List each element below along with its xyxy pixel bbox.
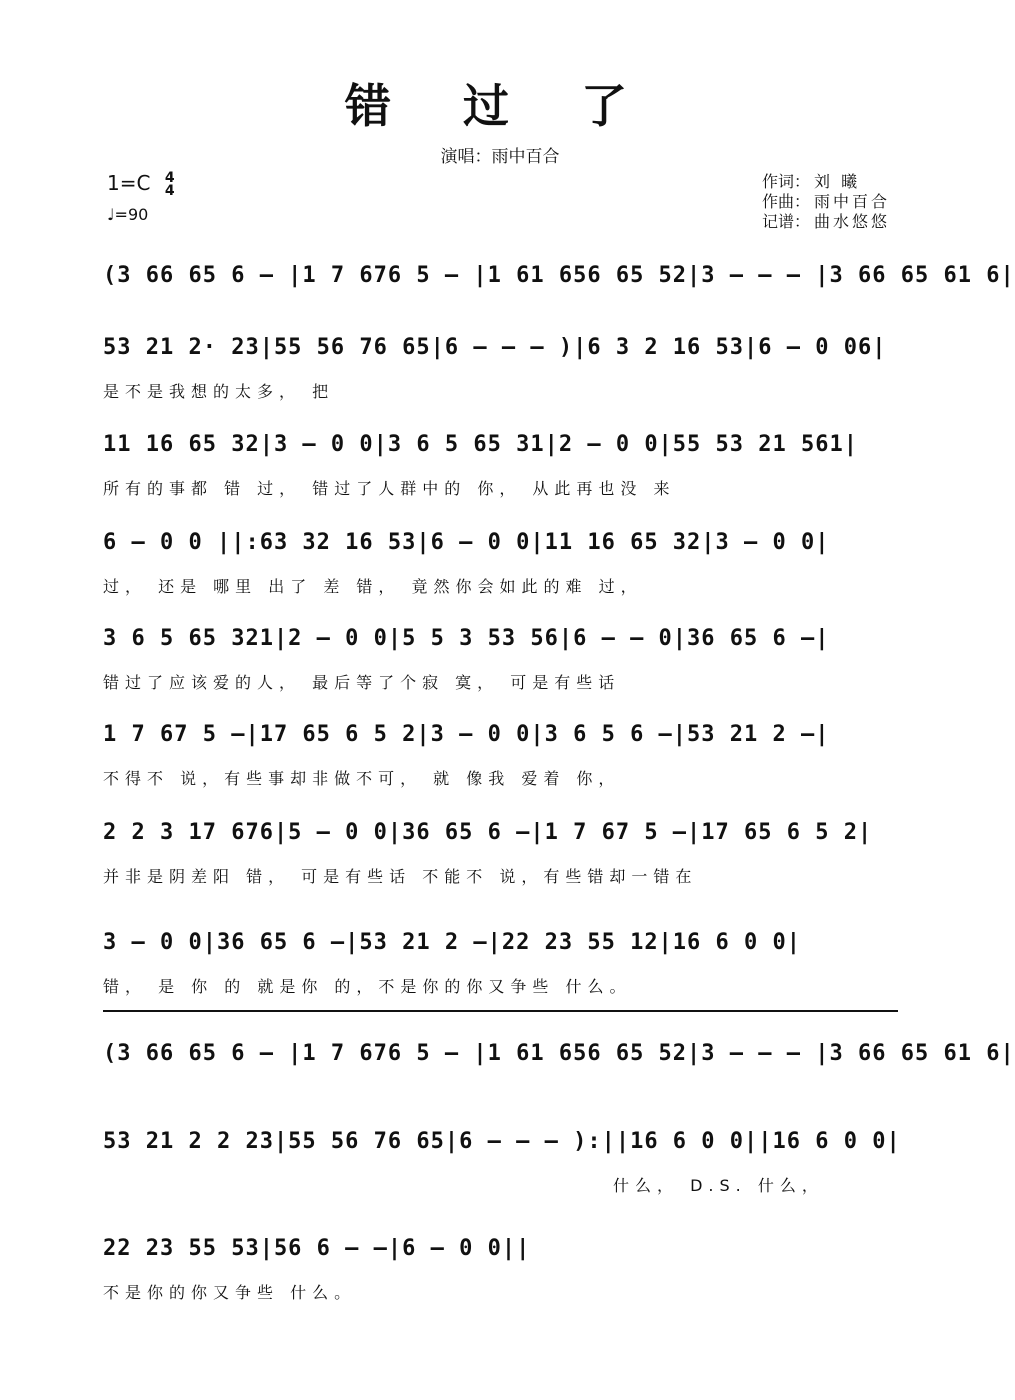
credit-composer: 作曲： 雨中百合 [762, 192, 891, 211]
lyrics-row: 过， 还是 哪里 出了 差 错， 竟然你会如此的难 过， [103, 577, 643, 596]
score-line-9 [103, 1041, 1015, 1133]
notation-row: 11 16 65 32|3 – 0 0|3 6 5 65 31|2 – 0 0|55 53 21 561| [103, 432, 858, 457]
score-line-3 [103, 432, 903, 524]
lyrics-row: 错过了应该爱的人， 最后等了个寂 寞， 可是有些话 [103, 673, 621, 692]
notation-row: 1 7 67 5 –|17 65 6 5 2|3 – 0 0|3 6 5 6 –|53 21 2 –| [103, 722, 830, 747]
notation-row: 3 – 0 0|36 65 6 –|53 21 2 –|22 23 55 12|16 6 0 0| [103, 930, 802, 955]
lyrics-row: 并非是阴差阳 错， 可是有些话 不能不 说，有些错却一错在 [103, 867, 698, 886]
time-sig-top: 4 [164, 169, 175, 186]
singer-credit: 演唱：雨中百合 [440, 147, 560, 167]
score-line-2 [103, 335, 903, 427]
lyrics-row: 所有的事都 错 过， 错过了人群中的 你， 从此再也没 来 [103, 479, 676, 498]
notation-row: 3 6 5 65 321|2 – 0 0|5 5 3 53 56|6 – – 0|36 65 6 –| [103, 626, 830, 651]
time-sig-bottom: 4 [164, 182, 175, 199]
score-line-4 [103, 530, 903, 622]
notation-row: 22 23 55 53|56 6 – –|6 – 0 0|| [103, 1236, 531, 1261]
credit-transcriber: 记谱： 曲水悠悠 [762, 212, 891, 231]
section-divider [103, 1010, 898, 1012]
notation-row: (3 66 65 6 – |1 7 676 5 – |1 61 656 65 52|3 – – – |3 66 65 61 6| [103, 263, 1015, 288]
score-line-11 [103, 1236, 903, 1328]
tempo-marking: ♩=90 [107, 205, 149, 224]
notation-row: (3 66 65 6 – |1 7 676 5 – |1 61 656 65 52|3 – – – |3 66 65 61 6| [103, 1041, 1015, 1066]
lyrics-row: 是不是我想的太多， 把 [103, 382, 335, 401]
time-signature [164, 169, 175, 199]
score-line-8 [103, 930, 903, 1022]
credits-block [762, 172, 890, 232]
key-label: 1=C [107, 171, 151, 195]
notation-row: 53 21 2· 23|55 56 76 65|6 – – – )|6 3 2 16 53|6 – 0 06| [103, 335, 887, 360]
lyrics-row: 错， 是 你 的 就是你 的，不是你的你又争些 什么。 [103, 977, 632, 996]
lyrics-row: 不得不 说，有些事却非做不可， 就 像我 爱着 你， [103, 769, 621, 788]
lyrics-row: 不是你的你又争些 什么。 [103, 1283, 357, 1302]
notation-row: 6 – 0 0 ||:63 32 16 53|6 – 0 0|11 16 65 32|3 – 0 0| [103, 530, 830, 555]
key-signature [107, 171, 175, 198]
credit-lyricist: 作词： 刘 曦 [762, 172, 861, 191]
lyrics-row: 什么， D.S. 什么， [613, 1176, 824, 1195]
song-title: 错 过 了 [344, 79, 656, 133]
score-line-7 [103, 820, 903, 912]
score-line-10 [103, 1129, 903, 1221]
notation-row: 2 2 3 17 676|5 – 0 0|36 65 6 –|1 7 67 5 –|17 65 6 5 2| [103, 820, 873, 845]
score-line-6 [103, 722, 903, 814]
notation-row: 53 21 2 2 23|55 56 76 65|6 – – – ):||16 6 0 0||16 6 0 0| [103, 1129, 901, 1154]
score-line-5 [103, 626, 903, 718]
